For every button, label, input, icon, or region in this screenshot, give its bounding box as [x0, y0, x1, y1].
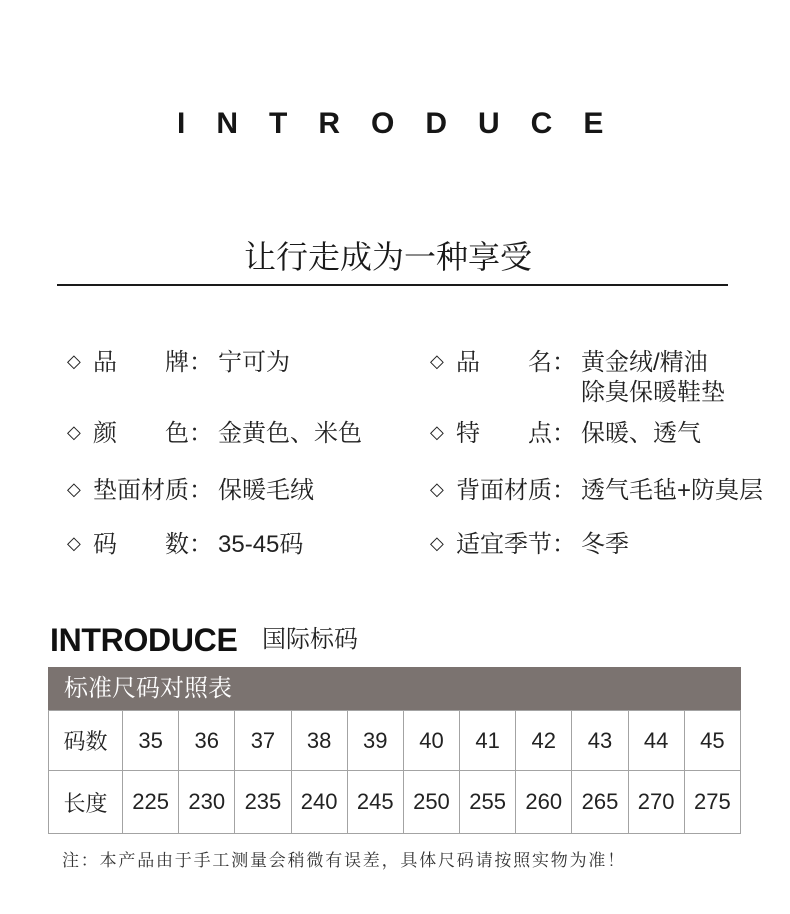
spec-value-line: 金黄色、米色 [218, 420, 362, 447]
spec-value-line: 黄金绒/精油 [581, 349, 708, 376]
table-cell: 37 [235, 711, 291, 771]
spec-color [67, 419, 362, 449]
table-title: 标准尺码对照表 [48, 667, 741, 710]
table-cell: 35 [123, 711, 179, 771]
spec-colon: ： [552, 420, 576, 447]
diamond-bullet-icon: ◇ [67, 422, 81, 443]
spec-value-line: 冬季 [581, 531, 629, 558]
spec-value-line: 35-45码 [218, 531, 304, 558]
intro-title: INTRODUCE [177, 107, 635, 140]
table-cell: 245 [347, 771, 403, 834]
spec-features [430, 419, 701, 449]
spec-value [581, 476, 763, 506]
diamond-bullet-icon: ◇ [430, 533, 444, 554]
table-cell: 260 [516, 771, 572, 834]
spec-value [218, 419, 362, 449]
size-table-grid [48, 710, 741, 834]
spec-value [218, 530, 303, 560]
slogan: 让行走成为一种享受 [243, 238, 532, 276]
table-cell: 250 [403, 771, 459, 834]
measurement-note: 注：本产品由于手工测量会稍微有误差，具体尺码请按照实物为准！ [62, 851, 626, 871]
spec-colon: ： [552, 531, 576, 558]
spec-label: 颜色 [93, 420, 189, 447]
spec-label: 品牌 [93, 349, 189, 376]
diamond-bullet-icon: ◇ [67, 479, 81, 500]
diamond-bullet-icon: ◇ [430, 351, 444, 372]
table-cell: 40 [403, 711, 459, 771]
table-cell: 45 [684, 711, 740, 771]
spec-label: 背面材质 [456, 477, 552, 504]
spec-value [218, 348, 290, 378]
section-subtitle: 国际标码 [262, 625, 358, 653]
spec-colon: ： [189, 531, 213, 558]
table-row-size [49, 711, 741, 771]
diamond-bullet-icon: ◇ [67, 533, 81, 554]
spec-value-line: 宁可为 [218, 349, 290, 376]
section-title: INTRODUCE [50, 622, 238, 658]
table-cell: 39 [347, 711, 403, 771]
spec-label: 品名 [456, 349, 552, 376]
row-label: 长度 [49, 771, 123, 834]
spec-label: 码数 [93, 531, 189, 558]
spec-value [581, 419, 701, 449]
table-cell: 255 [460, 771, 516, 834]
spec-value-line: 透气毛毡+防臭层 [581, 477, 764, 504]
table-cell: 44 [628, 711, 684, 771]
diamond-bullet-icon: ◇ [430, 422, 444, 443]
spec-label: 特点 [456, 420, 552, 447]
spec-back-material [430, 476, 763, 506]
diamond-bullet-icon: ◇ [67, 351, 81, 372]
spec-value [218, 476, 314, 506]
table-cell: 235 [235, 771, 291, 834]
slogan-underline [57, 284, 728, 286]
spec-colon: ： [552, 477, 576, 504]
spec-product-name [430, 348, 725, 408]
spec-label: 适宜季节 [456, 531, 552, 558]
spec-value [581, 348, 725, 408]
spec-top-material [67, 476, 314, 506]
table-cell: 43 [572, 711, 628, 771]
spec-size-range [67, 530, 303, 560]
table-cell: 225 [123, 771, 179, 834]
table-cell: 38 [291, 711, 347, 771]
spec-value-line: 保暖毛绒 [218, 477, 314, 504]
table-cell: 265 [572, 771, 628, 834]
table-cell: 270 [628, 771, 684, 834]
spec-season [430, 530, 629, 560]
row-label: 码数 [49, 711, 123, 771]
table-cell: 240 [291, 771, 347, 834]
spec-colon: ： [552, 349, 576, 376]
spec-colon: ： [189, 420, 213, 447]
table-cell: 41 [460, 711, 516, 771]
size-chart-table [48, 667, 741, 834]
spec-value-line: 除臭保暖鞋垫 [581, 379, 725, 406]
table-cell: 230 [179, 771, 235, 834]
table-cell: 42 [516, 711, 572, 771]
spec-colon: ： [189, 477, 213, 504]
table-cell: 275 [684, 771, 740, 834]
spec-value [581, 530, 629, 560]
spec-label: 垫面材质 [93, 477, 189, 504]
spec-value-line: 保暖、透气 [581, 420, 701, 447]
diamond-bullet-icon: ◇ [430, 479, 444, 500]
spec-brand [67, 348, 290, 378]
table-row-length [49, 771, 741, 834]
table-cell: 36 [179, 711, 235, 771]
spec-colon: ： [189, 349, 213, 376]
